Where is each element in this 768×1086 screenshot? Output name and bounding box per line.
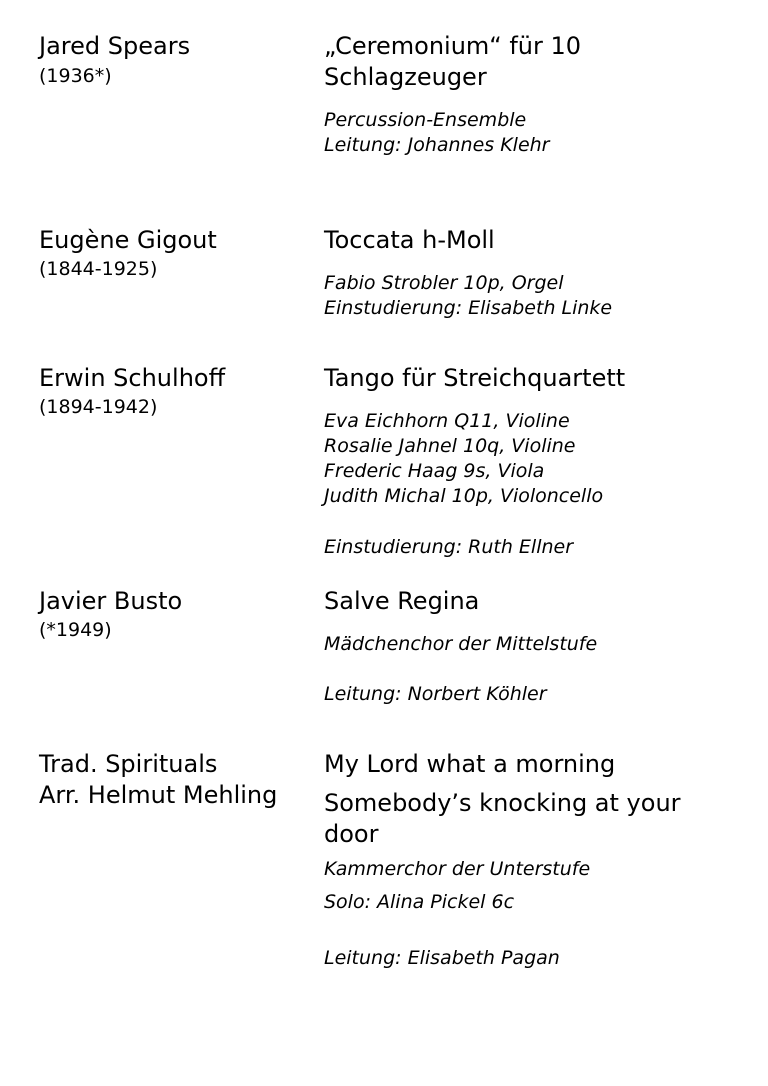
director-line: Leitung: Norbert Köhler bbox=[324, 683, 547, 705]
piece-title: Schlagzeuger bbox=[324, 63, 487, 91]
piece-title: door bbox=[324, 820, 379, 848]
composer-dates: (1894-1942) bbox=[39, 396, 158, 418]
piece-title: Toccata h-Moll bbox=[324, 226, 495, 254]
performer-line: Judith Michal 10p, Violoncello bbox=[324, 485, 604, 507]
performer-line: Fabio Strobler 10p, Orgel bbox=[324, 272, 564, 294]
performer-line: Rosalie Jahnel 10q, Violine bbox=[324, 435, 576, 457]
soloist-line: Solo: Alina Pickel 6c bbox=[324, 891, 515, 913]
composer-dates: (1844-1925) bbox=[39, 258, 158, 280]
piece-title: Somebody’s knocking at your bbox=[324, 789, 681, 817]
performer-line: Frederic Haag 9s, Viola bbox=[324, 460, 545, 482]
composer-name: Javier Busto bbox=[39, 587, 183, 615]
conductor-line: Leitung: Johannes Klehr bbox=[324, 134, 550, 156]
performer-line: Eva Eichhorn Q11, Violine bbox=[324, 410, 570, 432]
performer-line: Mädchenchor der Mittelstufe bbox=[324, 633, 598, 655]
composer-dates: (1936*) bbox=[39, 65, 112, 87]
composer-dates: (*1949) bbox=[39, 619, 112, 641]
piece-title: „Ceremonium“ für 10 bbox=[324, 32, 582, 60]
arranger-name: Arr. Helmut Mehling bbox=[39, 781, 278, 809]
performer-line: Kammerchor der Unterstufe bbox=[324, 858, 591, 880]
piece-title: Tango für Streichquartett bbox=[324, 364, 626, 392]
director-line: Einstudierung: Elisabeth Linke bbox=[324, 297, 613, 319]
director-line: Leitung: Elisabeth Pagan bbox=[324, 947, 560, 969]
composer-name: Trad. Spirituals bbox=[39, 750, 218, 778]
composer-name: Erwin Schulhoff bbox=[39, 364, 226, 392]
composer-name: Jared Spears bbox=[39, 32, 191, 60]
composer-name: Eugène Gigout bbox=[39, 226, 217, 254]
piece-title: My Lord what a morning bbox=[324, 750, 616, 778]
director-line: Einstudierung: Ruth Ellner bbox=[324, 536, 574, 558]
performer-line: Percussion-Ensemble bbox=[324, 109, 527, 131]
piece-title: Salve Regina bbox=[324, 587, 480, 615]
